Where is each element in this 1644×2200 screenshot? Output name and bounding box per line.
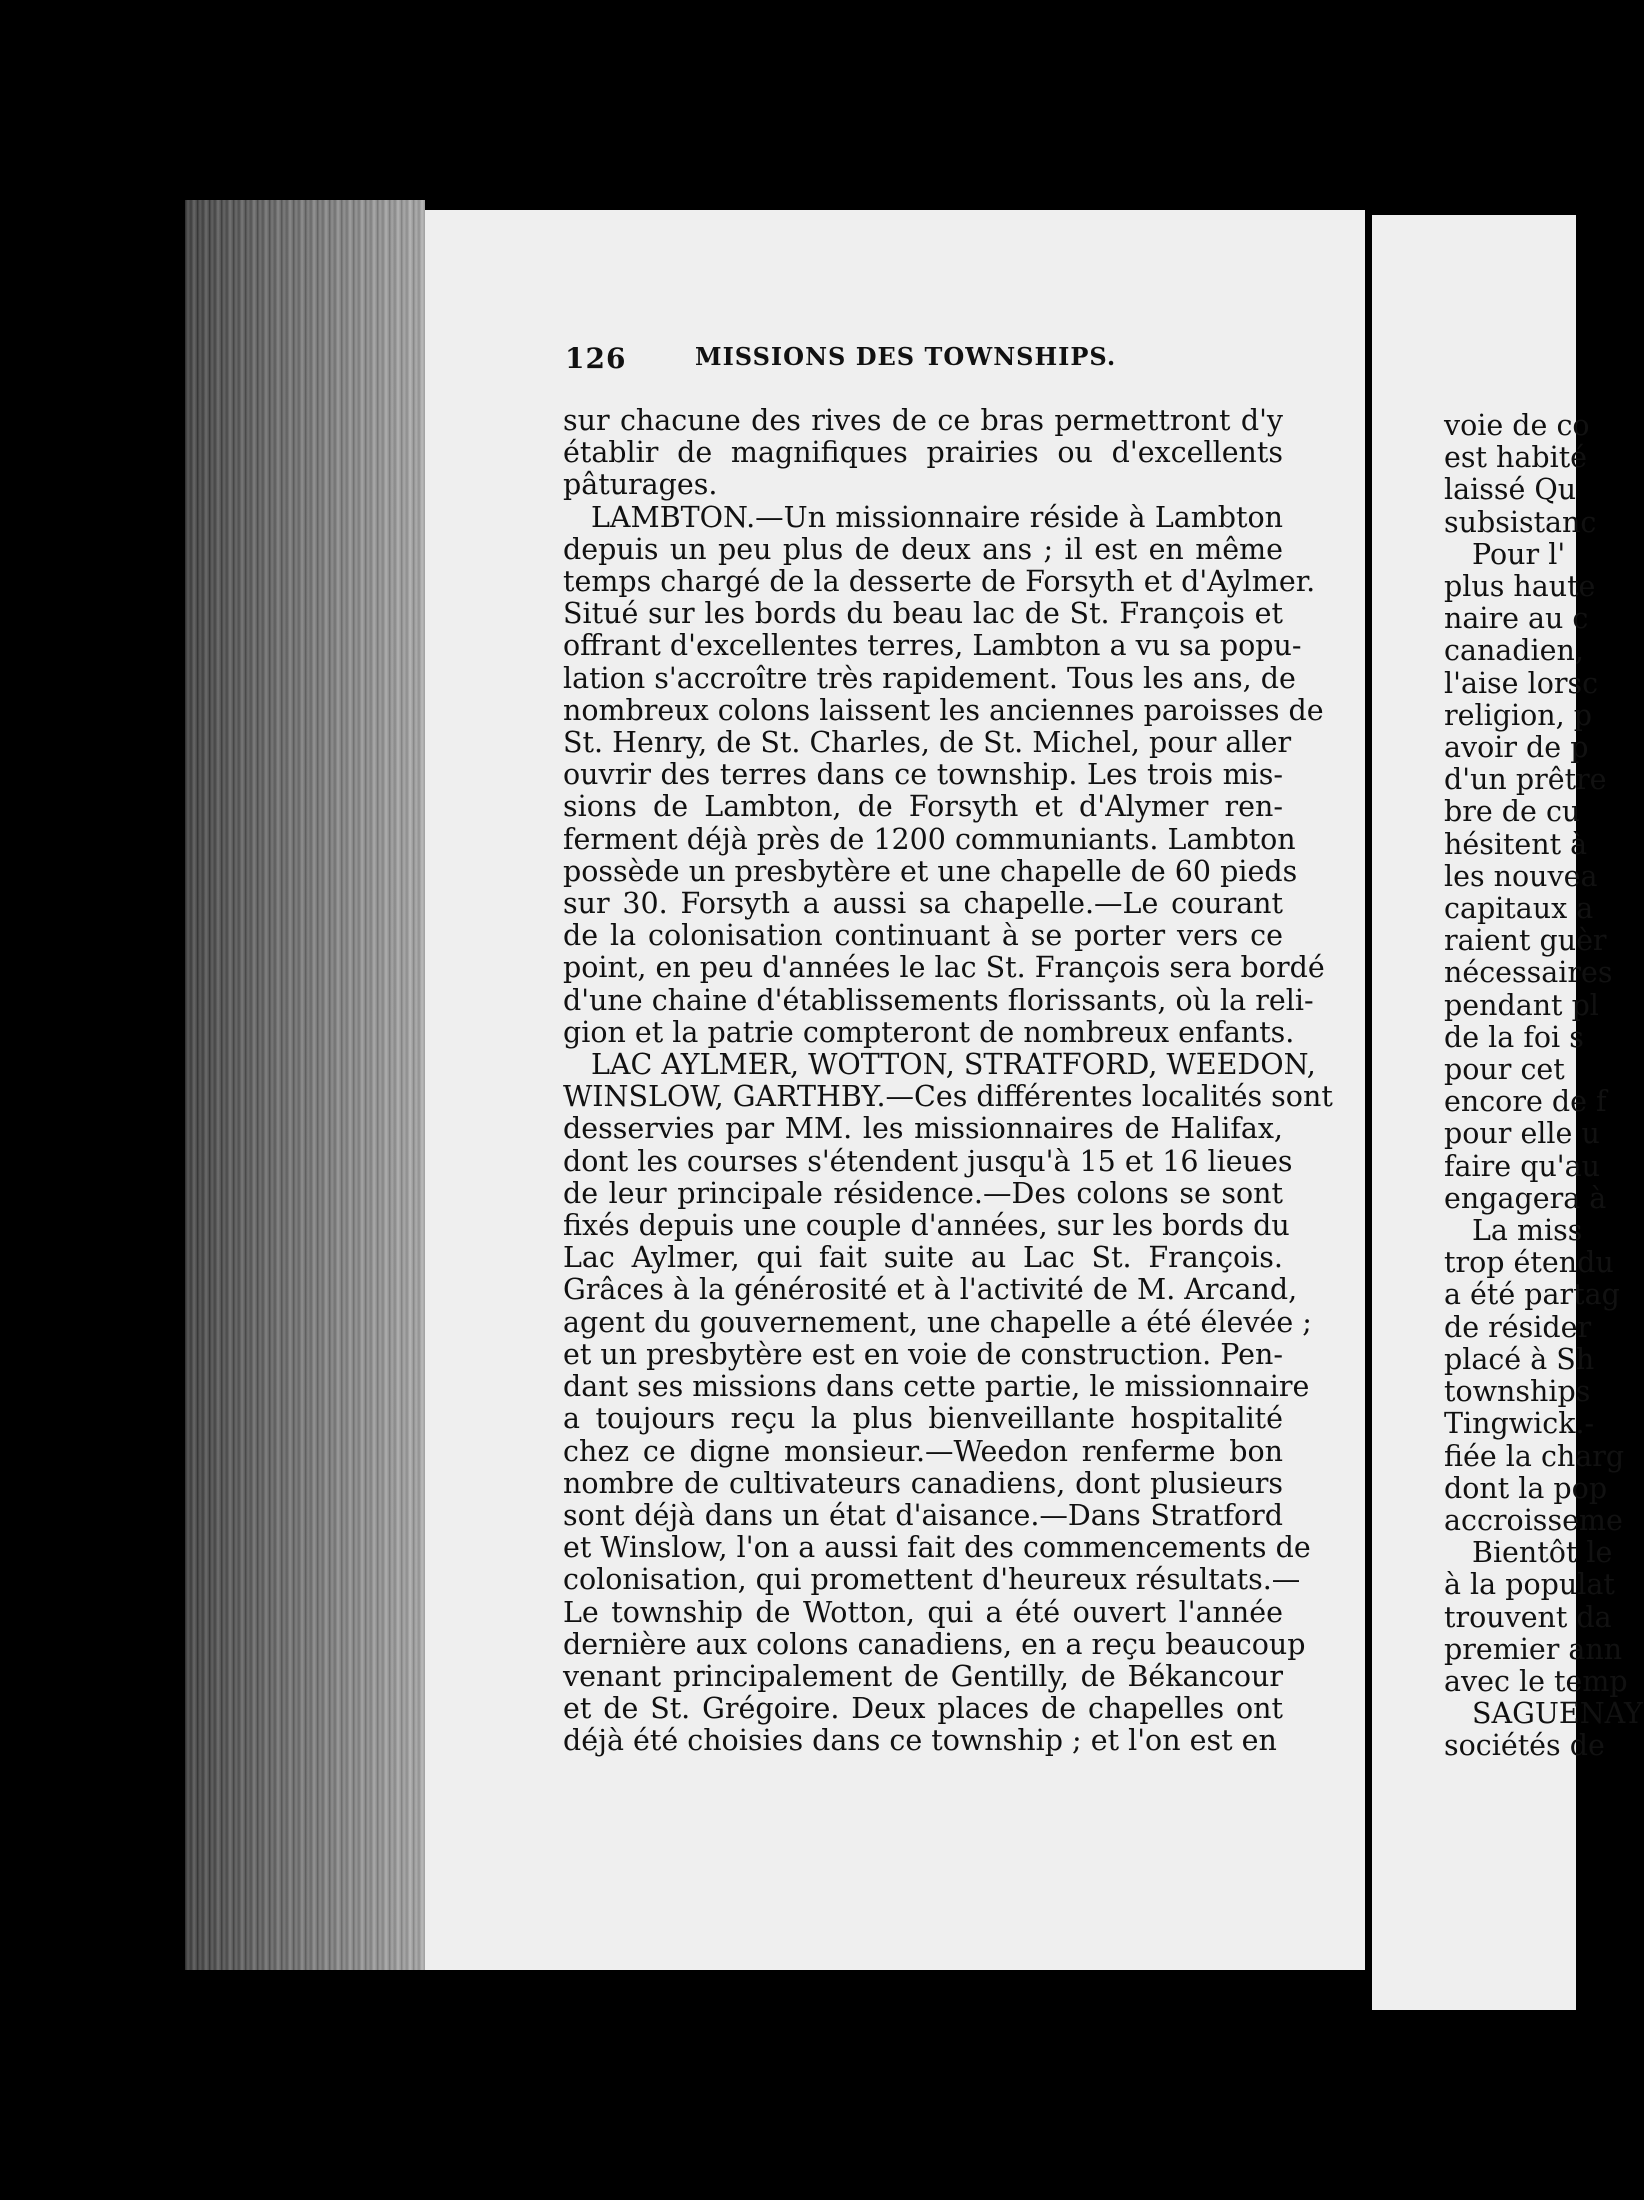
text-line: ouvrir des terres dans ce township. Les trois mis- — [563, 758, 1283, 792]
text-line: nombreux colons laissent les anciennes paroisses de — [563, 693, 1324, 727]
text-line: hésitent à — [1444, 827, 1588, 861]
text-line: de la foi s — [1444, 1020, 1584, 1054]
text-line: townships — [1444, 1375, 1591, 1409]
text-line: pendant pl — [1444, 988, 1599, 1022]
text-line: faire qu'au — [1444, 1149, 1600, 1183]
text-line: LAC AYLMER, WOTTON, STRATFORD, WEEDON, — [591, 1048, 1316, 1082]
text-line: lation s'accroître très rapidement. Tous les ans, de — [563, 661, 1296, 695]
text-line: SAGUENAY — [1472, 1697, 1643, 1731]
text-line: bre de cu — [1444, 795, 1581, 829]
text-line: Lac Aylmer, qui fait suite au Lac St. François. — [563, 1241, 1283, 1275]
text-line: sur chacune des rives de ce bras permettront d'y — [563, 404, 1283, 437]
text-line: dont les courses s'étendent jusqu'à 15 et 16 lieues — [563, 1144, 1293, 1178]
text-line: depuis un peu plus de deux ans ; il est en même — [563, 532, 1283, 566]
text-line: sions de Lambton, de Forsyth et d'Alymer ren- — [563, 790, 1283, 824]
text-line: est habité — [1444, 441, 1588, 475]
text-line: premier ann — [1444, 1632, 1623, 1666]
text-line: nombre de cultivateurs canadiens, dont plusieurs — [563, 1466, 1283, 1500]
text-line: Bientôt le — [1472, 1536, 1613, 1570]
text-line: et de St. Grégoire. Deux places de chapelles ont — [563, 1692, 1283, 1726]
text-line: temps chargé de la desserte de Forsyth et d'Aylmer. — [563, 565, 1316, 599]
text-line: St. Henry, de St. Charles, de St. Michel, pour aller — [563, 726, 1292, 760]
text-line: a toujours reçu la plus bienveillante hospitalité — [563, 1402, 1283, 1436]
text-line: Grâces à la générosité et à l'activité de M. Arcand, — [563, 1273, 1298, 1307]
text-line: encore de f — [1444, 1085, 1607, 1119]
text-line: et Winslow, l'on a aussi fait des commencements de — [563, 1531, 1311, 1565]
text-line: laissé Qu — [1444, 473, 1577, 507]
text-line: capitaux a — [1444, 892, 1594, 926]
running-header — [565, 342, 1265, 375]
text-line: Tingwick.- — [1444, 1407, 1595, 1441]
text-line: de la colonisation continuant à se porter vers ce — [563, 919, 1283, 953]
running-title: MISSIONS DES TOWNSHIPS. — [695, 342, 1117, 371]
text-line: d'un prêtre — [1444, 763, 1607, 797]
text-line: d'une chaine d'établissements florissants, où la reli- — [563, 983, 1314, 1017]
text-line: nécessaires — [1444, 956, 1613, 990]
text-line: dont la pop — [1444, 1471, 1608, 1505]
text-line: dernière aux colons canadiens, en a reçu beaucoup — [563, 1627, 1306, 1661]
text-line: offrant d'excellentes terres, Lambton a vu sa popu- — [563, 629, 1302, 663]
text-line: Situé sur les bords du beau lac de St. François et — [563, 597, 1283, 631]
text-line: raient guèr — [1444, 924, 1607, 958]
text-line: de leur principale résidence.—Des colons se sont — [563, 1176, 1283, 1210]
text-line: placé à Sh — [1444, 1342, 1595, 1376]
text-line: fiée la charg — [1444, 1439, 1625, 1473]
right-page — [1372, 215, 1643, 2010]
text-line: sur 30. Forsyth a aussi sa chapelle.—Le courant — [563, 887, 1283, 921]
text-line: l'aise lorsc — [1444, 666, 1599, 700]
text-line: point, en peu d'années le lac St. François sera bordé — [563, 951, 1325, 985]
text-line: a été partag — [1444, 1278, 1620, 1312]
text-line: La miss — [1472, 1214, 1583, 1248]
text-line: WINSLOW, GARTHBY.—Ces différentes localités sont — [563, 1080, 1333, 1114]
text-line: subsistanc — [1444, 505, 1597, 539]
text-line: Le township de Wotton, qui a été ouvert l'année — [563, 1595, 1283, 1629]
text-line: accroisseme — [1444, 1503, 1623, 1537]
text-line: colonisation, qui promettent d'heureux résultats.— — [563, 1563, 1301, 1597]
text-line: chez ce digne monsieur.—Weedon renferme bon — [563, 1434, 1283, 1468]
text-line: engagera à — [1444, 1181, 1607, 1215]
text-line: Pour l' — [1472, 537, 1566, 571]
text-line: avoir de p — [1444, 731, 1589, 765]
page-number: 126 — [565, 342, 627, 375]
text-line: pour elle u — [1444, 1117, 1600, 1151]
text-line: trouvent da — [1444, 1600, 1612, 1634]
right-page-text — [1444, 410, 1644, 1763]
text-line: voie de co — [1444, 409, 1590, 442]
left-page — [425, 210, 1365, 1970]
body-text — [563, 404, 1333, 1758]
text-line: et un presbytère est en voie de construction. Pen- — [563, 1337, 1283, 1371]
text-line: canadien, — [1444, 634, 1584, 668]
text-line: déjà été choisies dans ce township ; et l'on est en — [563, 1724, 1277, 1758]
text-line: naire au c — [1444, 602, 1589, 636]
text-line: possède un presbytère et une chapelle de 60 pieds — [563, 854, 1298, 888]
text-line: desservies par MM. les missionnaires de Halifax, — [563, 1112, 1283, 1146]
text-line: agent du gouvernement, une chapelle a été élevée ; — [563, 1305, 1312, 1339]
text-line: avec le temp — [1444, 1664, 1628, 1698]
text-line: de résider — [1444, 1310, 1592, 1344]
text-line: gion et la patrie compteront de nombreux enfants. — [563, 1015, 1295, 1049]
text-line: LAMBTON.—Un missionnaire réside à Lambton — [591, 500, 1283, 534]
text-line: sont déjà dans un état d'aisance.—Dans Stratford — [563, 1498, 1283, 1532]
text-line: les nouvea — [1444, 859, 1598, 893]
text-line: à la populat — [1444, 1568, 1615, 1602]
text-line: trop étendu — [1444, 1246, 1614, 1280]
text-line: ferment déjà près de 1200 communiants. Lambton — [563, 822, 1296, 856]
text-line: religion, p — [1444, 698, 1592, 732]
book-page-edges — [185, 200, 425, 1970]
text-line: fixés depuis une couple d'années, sur les bords du — [563, 1209, 1290, 1243]
text-line: sociétés de — [1444, 1729, 1605, 1763]
text-line: pour cet — [1444, 1053, 1565, 1087]
text-line: dant ses missions dans cette partie, le missionnaire — [563, 1370, 1310, 1404]
text-line: pâturages. — [563, 468, 718, 502]
text-line: plus haute — [1444, 570, 1596, 604]
text-line: venant principalement de Gentilly, de Békancour — [563, 1659, 1283, 1693]
text-line: établir de magnifiques prairies ou d'excellents — [563, 436, 1283, 470]
